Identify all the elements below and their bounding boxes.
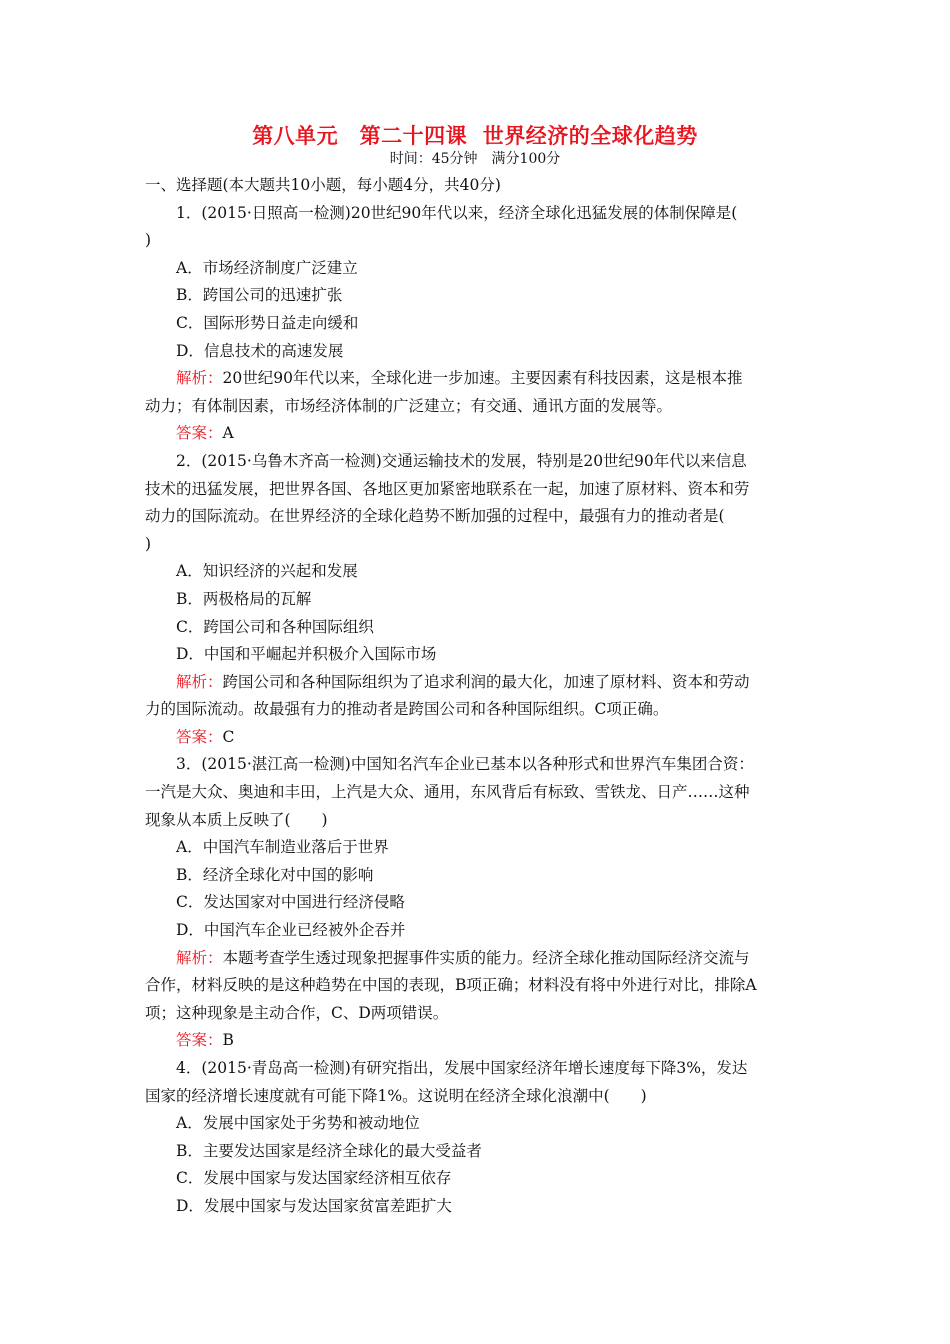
question-4 — [145, 1055, 810, 1221]
analysis-line — [145, 945, 810, 973]
analysis-text: 项；这种现象是主动合作，C、D两项错误。 — [145, 1003, 449, 1022]
question-stem-line: 技术的迅猛发展，把世界各国、各地区更加紧密地联系在一起，加速了原材料、资本和劳 — [145, 479, 750, 498]
question-stem-line: 4．(2015·青岛高一检测)有研究指出，发展中国家经济年增长速度每下降3%，发达 — [176, 1059, 748, 1077]
option-b: B．主要发达国家是经济全球化的最大受益者 — [176, 1141, 482, 1160]
page-title: 第八单元 第二十四课 世界经济的全球化趋势 — [252, 123, 698, 148]
analysis-line — [145, 669, 810, 697]
analysis-text: 动力；有体制因素，市场经济体制的广泛建立；有交通、通讯方面的发展等。 — [145, 396, 673, 415]
option-d: D．发展中国家与发达国家贫富差距扩大 — [176, 1196, 452, 1215]
question-stem-line: ) — [145, 534, 152, 553]
document-body — [145, 172, 810, 1221]
option-d: D．中国和平崛起并积极介入国际市场 — [176, 645, 437, 664]
analysis-label: 解析： — [176, 369, 223, 388]
question-stem-line: 3．(2015·湛江高一检测)中国知名汽车企业已基本以各种形式和世界汽车集团合资： — [176, 755, 754, 774]
option-c: C．跨国公司和各种国际组织 — [176, 617, 374, 636]
exam-time-score: 时间：45分钟 满分100分 — [389, 151, 561, 167]
question-stem-line: 国家的经济增长速度就有可能下降1%。这说明在经济全球化浪潮中( ) — [145, 1086, 647, 1105]
option-b: B．经济全球化对中国的影响 — [176, 865, 374, 884]
answer-value: B — [222, 1031, 234, 1050]
analysis-text: 合作，材料反映的是这种趋势在中国的表现，B项正确；材料没有将中外进行对比，排除A — [145, 976, 757, 995]
question-stem-line: 现象从本质上反映了( ) — [145, 810, 328, 829]
question-stem-line: ) — [145, 231, 152, 250]
answer-value: A — [222, 424, 234, 443]
answer-label: 答案： — [176, 424, 223, 443]
option-d: D．信息技术的高速发展 — [176, 341, 344, 360]
analysis-label: 解析： — [176, 948, 223, 967]
option-a: A．知识经济的兴起和发展 — [176, 562, 358, 581]
option-c: C．发展中国家与发达国家经济相互依存 — [176, 1169, 452, 1188]
question-stem-line: 2．(2015·乌鲁木齐高一检测)交通运输技术的发展，特别是20世纪90年代以来信息 — [176, 451, 747, 470]
question-stem-line: 一汽是大众、奥迪和丰田，上汽是大众、通用，东风背后有标致、雪铁龙、日产……这种 — [145, 783, 750, 802]
answer-line — [145, 1027, 810, 1055]
question-2 — [145, 448, 810, 752]
analysis-text: 力的国际流动。故最强有力的推动者是跨国公司和各种国际组织。C项正确。 — [145, 700, 669, 719]
section-heading: 一、选择题(本大题共10小题，每小题4分，共40分) — [145, 176, 501, 194]
analysis-text: 本题考查学生透过现象把握事件实质的能力。经济全球化推动国际经济交流与 — [222, 948, 750, 967]
analysis-text: 跨国公司和各种国际组织为了追求利润的最大化，加速了原材料、资本和劳动 — [222, 672, 750, 691]
option-c: C．发达国家对中国进行经济侵略 — [176, 893, 405, 912]
answer-label: 答案： — [176, 727, 223, 746]
answer-value: C — [222, 727, 235, 746]
answer-label: 答案： — [176, 1031, 223, 1050]
option-b: B．两极格局的瓦解 — [176, 589, 312, 608]
question-3 — [145, 751, 810, 1055]
option-a: A．中国汽车制造业落后于世界 — [176, 838, 389, 857]
option-a: A．发展中国家处于劣势和被动地位 — [176, 1114, 420, 1133]
option-d: D．中国汽车企业已经被外企吞并 — [176, 921, 406, 940]
answer-line — [145, 724, 810, 752]
option-c: C．国际形势日益走向缓和 — [176, 313, 359, 332]
answer-line — [145, 420, 810, 448]
option-a: A．市场经济制度广泛建立 — [176, 258, 358, 277]
analysis-line — [145, 365, 810, 393]
question-stem-line: 1．(2015·日照高一检测)20世纪90年代以来，经济全球化迅猛发展的体制保障是( — [176, 203, 738, 222]
question-stem-line: 动力的国际流动。在世界经济的全球化趋势不断加强的过程中，最强有力的推动者是( — [145, 507, 725, 526]
question-1 — [145, 200, 810, 448]
analysis-text: 20世纪90年代以来，全球化进一步加速。主要因素有科技因素，这是根本推 — [222, 369, 743, 388]
analysis-label: 解析： — [176, 672, 223, 691]
option-b: B．跨国公司的迅速扩张 — [176, 286, 343, 305]
